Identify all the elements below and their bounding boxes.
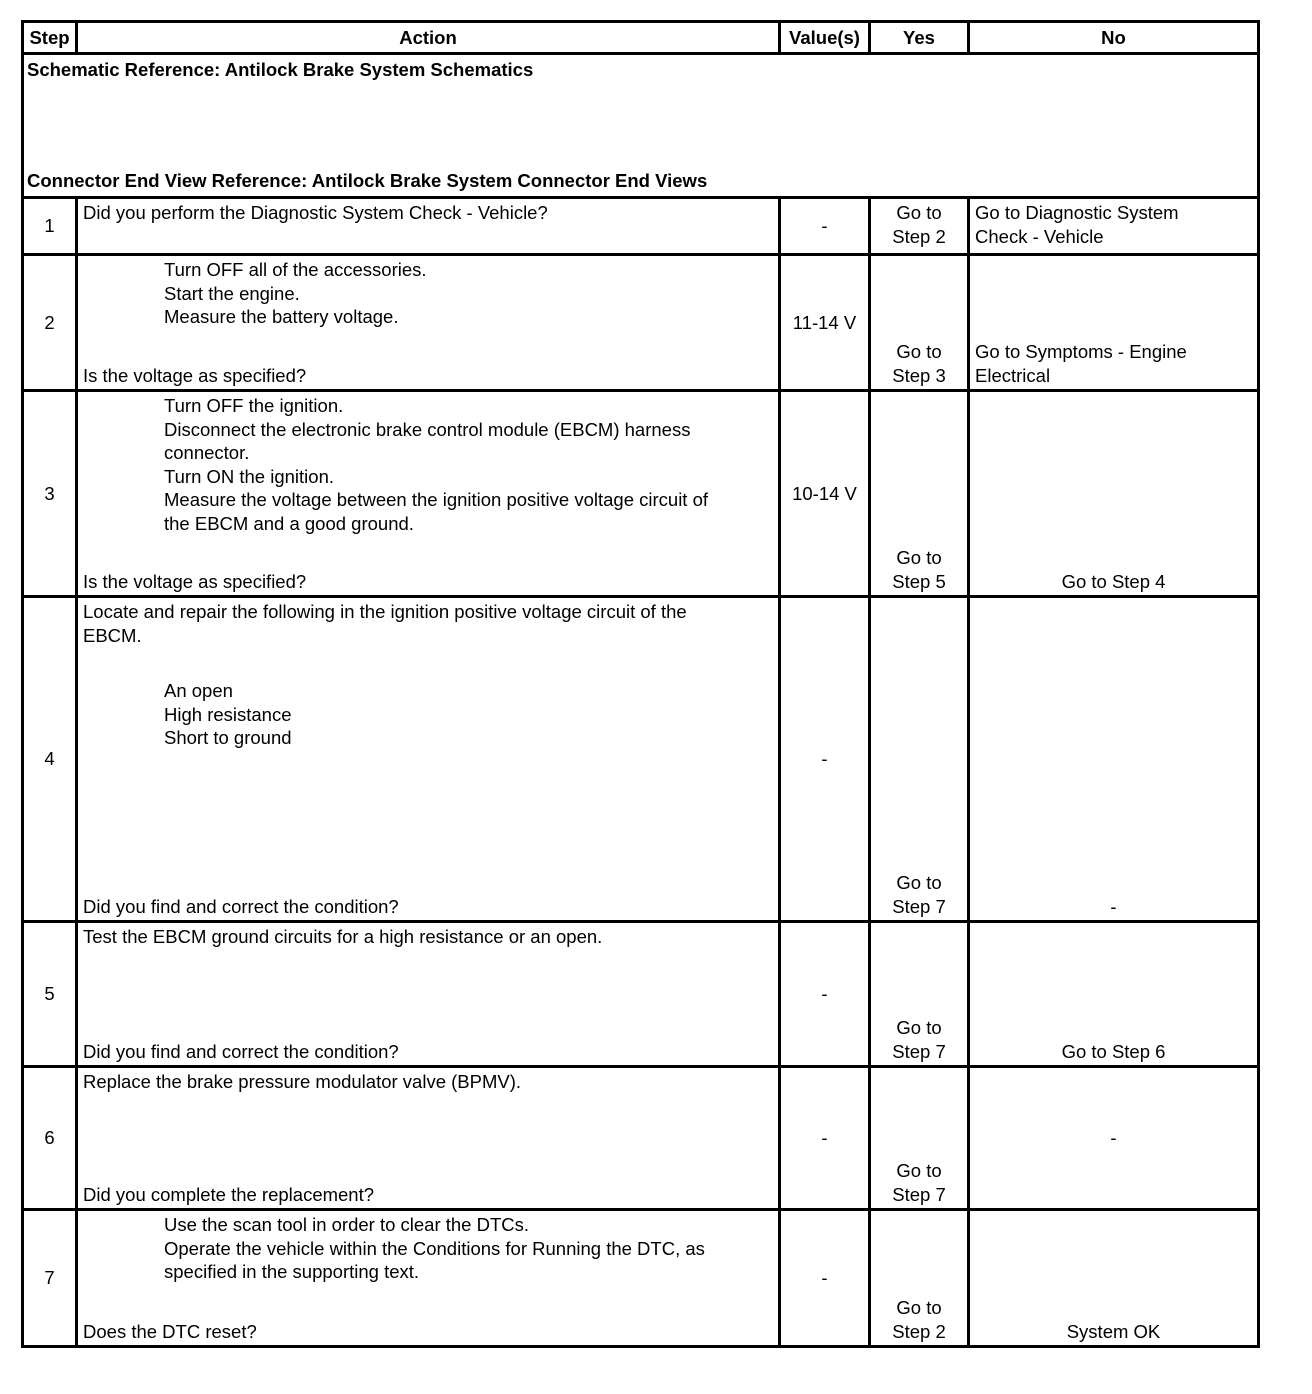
- no-line: -: [1110, 1127, 1117, 1149]
- no-line: Check - Vehicle: [975, 225, 1104, 247]
- step-number: 3: [23, 391, 77, 597]
- yes-line: Step 3: [892, 364, 946, 386]
- yes-cell: [870, 597, 969, 922]
- step-number: 6: [23, 1067, 77, 1210]
- action-line: Use the scan tool in order to clear the DTCs.: [164, 1214, 530, 1235]
- yes-line: Go to: [896, 341, 942, 362]
- yes-line: Step 7: [892, 1040, 946, 1062]
- action-cell: [77, 597, 780, 922]
- action-question: Is the voltage as specified?: [83, 570, 307, 592]
- table-row-step-7: [23, 1210, 1259, 1347]
- yes-line: Step 2: [892, 225, 946, 247]
- action-line: Operate the vehicle within the Conditions for Running the DTC, as: [164, 1237, 705, 1259]
- step-number: 4: [23, 597, 77, 922]
- yes-cell: [870, 1210, 969, 1347]
- yes-cell: [870, 1067, 969, 1210]
- step-number: 1: [23, 198, 77, 255]
- no-line: Go to Diagnostic System: [975, 202, 1179, 223]
- yes-line: Go to: [896, 872, 942, 893]
- value-cell: 11-14 V: [780, 255, 870, 391]
- yes-line: Go to: [896, 1297, 942, 1318]
- action-line: An open: [164, 680, 233, 701]
- action-line: Turn OFF the ignition.: [164, 395, 344, 416]
- action-cell: [77, 1210, 780, 1347]
- action-question: Did you complete the replacement?: [83, 1183, 375, 1205]
- action-question: Did you find and correct the condition?: [83, 1040, 399, 1062]
- action-line: Disconnect the electronic brake control module (EBCM) harness: [164, 418, 691, 440]
- no-line: -: [1110, 895, 1117, 917]
- action-line: connector.: [164, 442, 250, 463]
- no-cell: [969, 597, 1259, 922]
- action-line: the EBCM and a good ground.: [164, 512, 414, 534]
- diagnostic-table: [21, 20, 1260, 1348]
- header-yes: Yes: [870, 22, 969, 54]
- no-cell: [969, 1067, 1259, 1210]
- yes-line: Go to: [896, 1160, 942, 1181]
- yes-line: Go to: [896, 547, 942, 568]
- value-cell: -: [780, 1210, 870, 1347]
- yes-cell: [870, 391, 969, 597]
- step-number: 7: [23, 1210, 77, 1347]
- yes-line: Go to: [896, 202, 942, 223]
- header-row: [23, 22, 1259, 54]
- yes-line: Step 7: [892, 1183, 946, 1205]
- value-cell: -: [780, 597, 870, 922]
- action-line: Measure the voltage between the ignition positive voltage circuit of: [164, 489, 709, 510]
- action-cell: [77, 1067, 780, 1210]
- no-cell: [969, 391, 1259, 597]
- header-step: Step: [23, 22, 77, 54]
- no-cell: [969, 1210, 1259, 1347]
- header-action: Action: [77, 22, 780, 54]
- action-cell: [77, 255, 780, 391]
- action-intro: Locate and repair the following in the ignition positive voltage circuit of the: [83, 601, 687, 622]
- no-line: System OK: [1066, 1320, 1161, 1342]
- no-line: Go to Symptoms - Engine: [975, 341, 1187, 362]
- action-intro: EBCM.: [83, 624, 142, 646]
- action-intro: Test the EBCM ground circuits for a high resistance or an open.: [83, 926, 603, 947]
- table-row-step-2: [23, 255, 1259, 391]
- action-line: Short to ground: [164, 727, 292, 748]
- connector-reference: Connector End View Reference: Antilock Brake System Connector End Views: [27, 170, 708, 191]
- yes-cell: [870, 922, 969, 1067]
- step-number: 2: [23, 255, 77, 391]
- table-row-step-1: [23, 198, 1259, 255]
- table-row-step-5: [23, 922, 1259, 1067]
- action-line: High resistance: [164, 703, 292, 725]
- value-cell: -: [780, 198, 870, 255]
- action-question: Is the voltage as specified?: [83, 364, 307, 386]
- header-values: Value(s): [780, 22, 870, 54]
- action-line: Start the engine.: [164, 282, 300, 304]
- action-cell: [77, 198, 780, 255]
- action-line: specified in the supporting text.: [164, 1261, 420, 1282]
- no-line: Electrical: [975, 364, 1051, 386]
- action-cell: [77, 391, 780, 597]
- action-question: Did you find and correct the condition?: [83, 895, 399, 917]
- action-intro: Replace the brake pressure modulator valve (BPMV).: [83, 1071, 522, 1092]
- action-cell: [77, 922, 780, 1067]
- table-row-step-4: [23, 597, 1259, 922]
- action-question: Does the DTC reset?: [83, 1320, 257, 1342]
- no-line: Go to Step 4: [1061, 570, 1166, 592]
- table-row-step-6: [23, 1067, 1259, 1210]
- no-cell: [969, 255, 1259, 391]
- yes-line: Step 7: [892, 895, 946, 917]
- action-line: Measure the battery voltage.: [164, 306, 399, 327]
- yes-line: Step 2: [892, 1320, 946, 1342]
- reference-cell: [23, 54, 1259, 198]
- no-cell: [969, 922, 1259, 1067]
- value-cell: 10-14 V: [780, 391, 870, 597]
- action-line: Turn OFF all of the accessories.: [164, 259, 427, 280]
- header-no: No: [969, 22, 1259, 54]
- table-row-step-3: [23, 391, 1259, 597]
- step-number: 5: [23, 922, 77, 1067]
- no-line: Go to Step 6: [1061, 1040, 1166, 1062]
- yes-line: Go to: [896, 1017, 942, 1038]
- yes-cell: [870, 198, 969, 255]
- yes-cell: [870, 255, 969, 391]
- reference-row: [23, 54, 1259, 198]
- value-cell: -: [780, 1067, 870, 1210]
- action-line: Turn ON the ignition.: [164, 465, 335, 487]
- action-question: Did you perform the Diagnostic System Check - Vehicle?: [83, 202, 548, 223]
- no-cell: [969, 198, 1259, 255]
- value-cell: -: [780, 922, 870, 1067]
- yes-line: Step 5: [892, 570, 946, 592]
- schematic-reference: Schematic Reference: Antilock Brake System Schematics: [27, 59, 534, 80]
